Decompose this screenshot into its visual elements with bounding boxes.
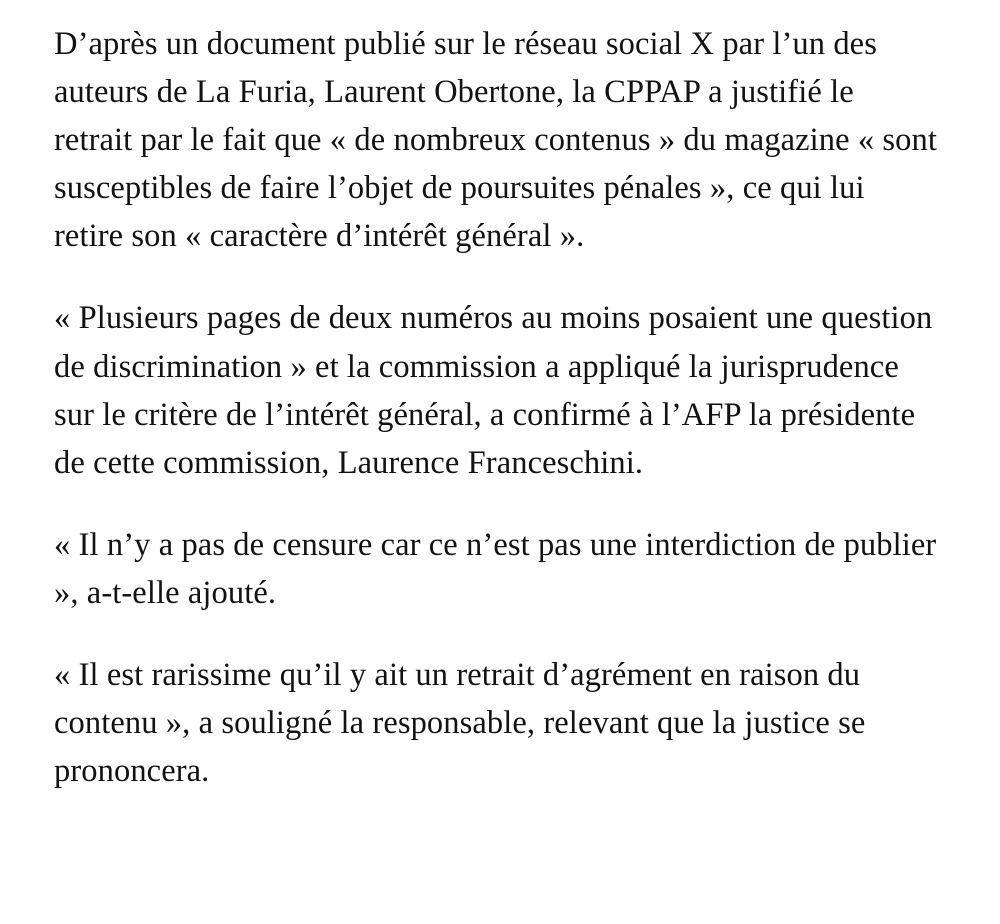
article-paragraph: « Il n’y a pas de censure car ce n’est pas une interdiction de publier », a-t-elle ajouté. (54, 526, 937, 611)
article-paragraph: D’après un document publié sur le réseau social X par l’un des auteurs de La Furia, Laurent Obertone, la CPPAP a justifié le retrait par le fait que « de nombreux contenus » du magazine « sont susceptibles de faire l’objet de poursuites pénales », ce qui lui retire son « caractère d’intérêt général ». (54, 26, 938, 255)
article-paragraph: « Plusieurs pages de deux numéros au moins posaient une question de discrimination » et la commission a appliqué la jurisprudence sur le critère de l’intérêt général, a confirmé à l’AFP la présidente de cette commission, Laurence Franceschini. (54, 300, 933, 481)
article-paragraph: « Il est rarissime qu’il y ait un retrait d’agrément en raison du contenu », a souligné la responsable, relevant que la justice se prononcera. (54, 657, 866, 790)
